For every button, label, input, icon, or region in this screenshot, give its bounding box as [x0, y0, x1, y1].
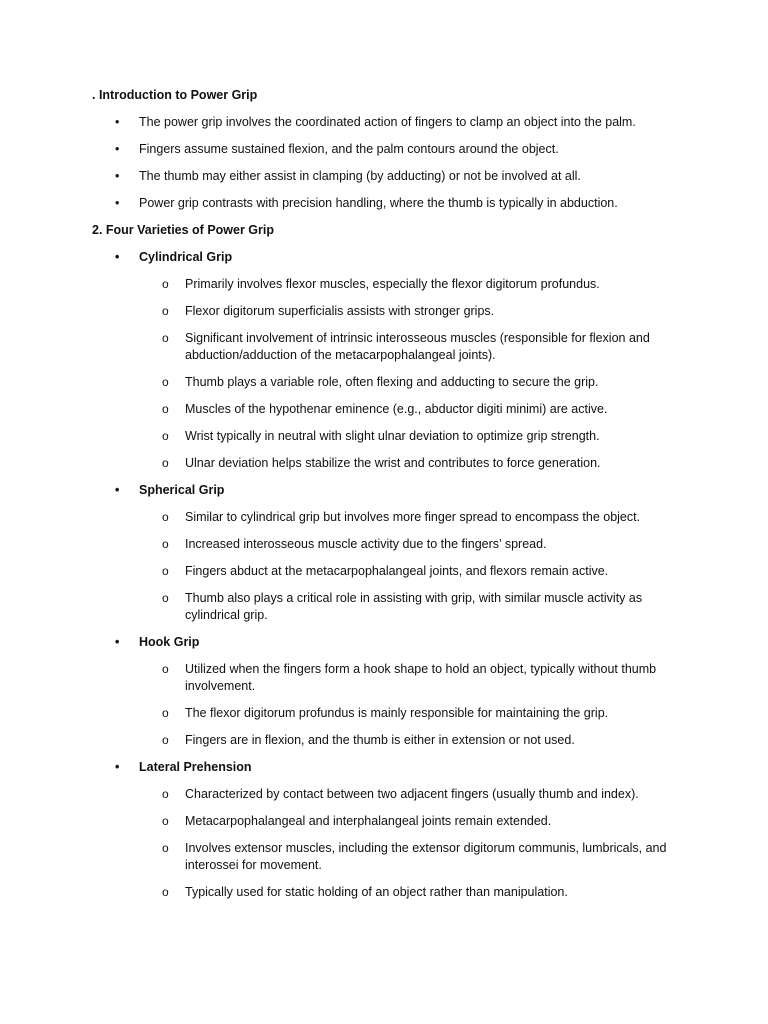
list-item-text: Typically used for static holding of an object rather than manipulation.	[185, 885, 568, 899]
bullet-marker: •	[115, 115, 120, 129]
list-item	[92, 276, 678, 293]
sub-bullet-marker: o	[162, 304, 169, 318]
list-item-text: Characterized by contact between two adjacent fingers (usually thumb and index).	[185, 787, 639, 801]
list-item-text: Ulnar deviation helps stabilize the wrist and contributes to force generation.	[185, 456, 601, 470]
bullet-marker: •	[115, 635, 120, 649]
section-heading-varieties: 2. Four Varieties of Power Grip	[92, 223, 274, 237]
list-item	[92, 590, 678, 624]
list-item-text: Thumb plays a variable role, often flexing and adducting to secure the grip.	[185, 375, 599, 389]
list-item	[92, 114, 678, 131]
list-item	[92, 884, 678, 901]
bullet-marker: •	[115, 196, 120, 210]
list-item-text: Primarily involves flexor muscles, especially the flexor digitorum profundus.	[185, 277, 600, 291]
sub-bullet-marker: o	[162, 706, 169, 720]
list-item-text: Muscles of the hypothenar eminence (e.g., abductor digiti minimi) are active.	[185, 402, 608, 416]
list-item-text: Power grip contrasts with precision handling, where the thumb is typically in abduction.	[139, 196, 618, 210]
subsection-heading-cylindrical	[92, 249, 678, 266]
sub-bullet-marker: o	[162, 331, 169, 345]
list-item	[92, 840, 678, 874]
list-item	[92, 563, 678, 580]
sub-bullet-marker: o	[162, 564, 169, 578]
list-item	[92, 509, 678, 526]
list-item	[92, 303, 678, 320]
list-item	[92, 428, 678, 445]
list-item-text: Thumb also plays a critical role in assisting with grip, with similar muscle activity as cylindrical grip.	[185, 591, 643, 622]
sub-bullet-marker: o	[162, 841, 169, 855]
list-item	[92, 455, 678, 472]
sub-bullet-marker: o	[162, 402, 169, 416]
list-item-text: Utilized when the fingers form a hook shape to hold an object, typically without thumb involvement.	[185, 662, 657, 693]
subsection-heading-hook	[92, 634, 678, 651]
list-item-text: Involves extensor muscles, including the extensor digitorum communis, lumbricals, and interossei for movement.	[185, 841, 667, 872]
list-item	[92, 141, 678, 158]
sub-bullet-marker: o	[162, 814, 169, 828]
subsection-title: Cylindrical Grip	[139, 250, 233, 264]
sub-bullet-marker: o	[162, 429, 169, 443]
section-heading-introduction: . Introduction to Power Grip	[92, 88, 258, 102]
list-item-text: Wrist typically in neutral with slight ulnar deviation to optimize grip strength.	[185, 429, 600, 443]
list-item-text: The flexor digitorum profundus is mainly responsible for maintaining the grip.	[185, 706, 609, 720]
bullet-marker: •	[115, 760, 120, 774]
list-item-text: Fingers assume sustained flexion, and the palm contours around the object.	[139, 142, 559, 156]
sub-bullet-marker: o	[162, 662, 169, 676]
sub-bullet-marker: o	[162, 787, 169, 801]
sub-bullet-marker: o	[162, 733, 169, 747]
list-item-text: Metacarpophalangeal and interphalangeal joints remain extended.	[185, 814, 552, 828]
list-item	[92, 705, 678, 722]
bullet-marker: •	[115, 169, 120, 183]
subsection-heading-lateral-prehension	[92, 759, 678, 776]
bullet-marker: •	[115, 483, 120, 497]
subsection-title: Lateral Prehension	[139, 760, 252, 774]
sub-bullet-marker: o	[162, 510, 169, 524]
list-item	[92, 330, 678, 364]
list-item	[92, 374, 678, 391]
sub-bullet-marker: o	[162, 277, 169, 291]
list-item	[92, 813, 678, 830]
list-item	[92, 661, 678, 695]
list-item	[92, 195, 678, 212]
sub-bullet-marker: o	[162, 375, 169, 389]
subsection-title: Spherical Grip	[139, 483, 225, 497]
list-item	[92, 732, 678, 749]
bullet-marker: •	[115, 250, 120, 264]
list-item-text: Fingers are in flexion, and the thumb is either in extension or not used.	[185, 733, 575, 747]
sub-bullet-marker: o	[162, 456, 169, 470]
subsection-heading-spherical	[92, 482, 678, 499]
list-item	[92, 168, 678, 185]
list-item-text: Increased interosseous muscle activity due to the fingers’ spread.	[185, 537, 547, 551]
list-item	[92, 786, 678, 803]
list-item-text: Fingers abduct at the metacarpophalangeal joints, and flexors remain active.	[185, 564, 609, 578]
list-item	[92, 401, 678, 418]
list-item-text: Significant involvement of intrinsic interosseous muscles (responsible for flexion and abduction/adduction of the metacarpophalangeal joints).	[185, 331, 650, 362]
list-item	[92, 536, 678, 553]
sub-bullet-marker: o	[162, 885, 169, 899]
list-item-text: The power grip involves the coordinated action of fingers to clamp an object into the palm.	[139, 115, 636, 129]
subsection-title: Hook Grip	[139, 635, 200, 649]
sub-bullet-marker: o	[162, 537, 169, 551]
list-item-text: Similar to cylindrical grip but involves more finger spread to encompass the object.	[185, 510, 641, 524]
sub-bullet-marker: o	[162, 591, 169, 605]
list-item-text: Flexor digitorum superficialis assists with stronger grips.	[185, 304, 495, 318]
bullet-marker: •	[115, 142, 120, 156]
list-item-text: The thumb may either assist in clamping (by adducting) or not be involved at all.	[139, 169, 581, 183]
